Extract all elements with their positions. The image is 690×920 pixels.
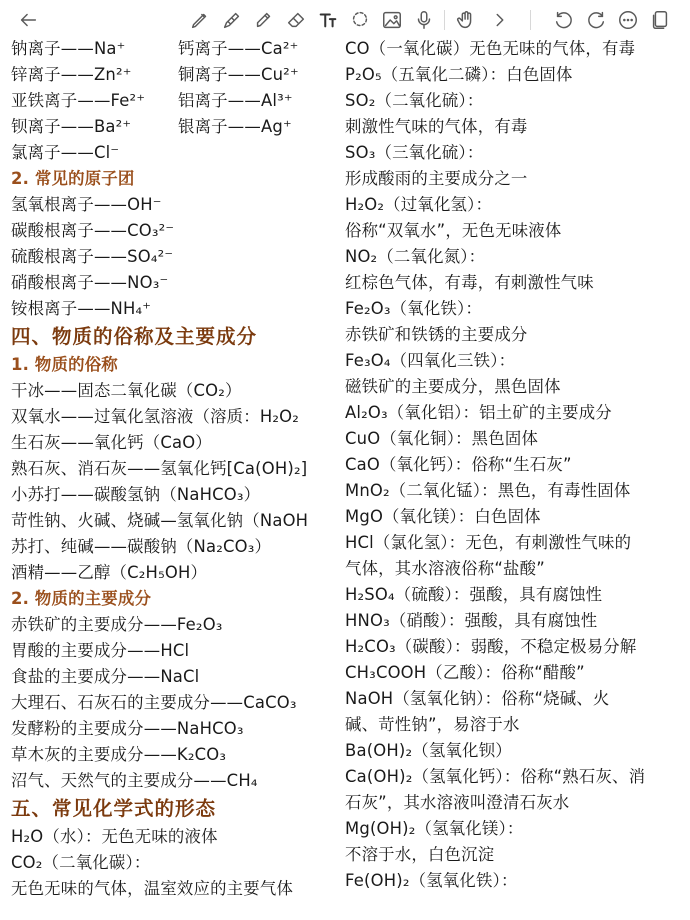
- hand-gesture-icon[interactable]: [454, 8, 478, 32]
- pages-icon[interactable]: [648, 8, 672, 32]
- formula-form-entry: 形成酸雨的主要成分之一: [345, 169, 528, 188]
- main-component-entry: 胃酸的主要成分——HCl: [11, 641, 190, 660]
- ion-pair-row: [11, 88, 341, 114]
- ion-entry: 铝离子——Al³⁺: [178, 91, 293, 110]
- formula-form-entry: Al₂O₃（氧化铝）：铝土矿的主要成分: [345, 403, 612, 422]
- ion-entry: 氯离子——Cl⁻: [11, 143, 120, 162]
- formula-form-entry: SO₂（二氧化硫）：: [345, 91, 484, 110]
- more-icon[interactable]: [616, 8, 640, 32]
- formula-form-entry: CH₃COOH（乙酸）：俗称“醋酸”: [345, 663, 585, 682]
- formula-form-entry: CuO（氧化铜）：黑色固体: [345, 429, 539, 448]
- main-component-entry: 食盐的主要成分——NaCl: [11, 667, 200, 686]
- subsection-heading: 1. 物质的俗称: [11, 355, 118, 374]
- formula-form-entry: H₂O（水）：无色无味的液体: [11, 827, 218, 846]
- common-name-entry: 干冰——固态二氧化碳（CO₂）: [11, 381, 242, 400]
- formula-form-entry: H₂CO₃（碳酸）：弱酸，不稳定极易分解: [345, 637, 637, 656]
- formula-form-entry: NO₂（二氧化氮）：: [345, 247, 486, 266]
- ion-entry: 锌离子——Zn²⁺: [11, 65, 132, 84]
- ion-entry: 亚铁离子——Fe²⁺: [11, 91, 146, 110]
- formula-form-entry: P₂O₅（五氧化二磷）：白色固体: [345, 65, 573, 84]
- formula-form-entry: MnO₂（二氧化锰）：黑色，有毒性固体: [345, 481, 631, 500]
- formula-form-entry: Ca(OH)₂（氢氧化钙）：俗称“熟石灰、消: [345, 767, 646, 786]
- ion-entry: 钙离子——Ca²⁺: [178, 39, 299, 58]
- formula-form-entry: SO₃（三氧化硫）：: [345, 143, 484, 162]
- formula-form-entry: 气体，其水溶液俗称“盐酸”: [345, 559, 545, 578]
- formula-form-entry: 碱、苛性钠”，易溶于水: [345, 715, 520, 734]
- radical-entry: 硫酸根离子——SO₄²⁻: [11, 247, 174, 266]
- formula-form-entry: Fe(OH)₂（氢氧化铁）：: [345, 871, 518, 890]
- formula-form-entry: CaO（氧化钙）：俗称“生石灰”: [345, 455, 572, 474]
- chevron-right-icon[interactable]: [488, 8, 512, 32]
- formula-form-entry: HCl（氯化氢）：无色，有刺激性气味的: [345, 533, 632, 552]
- microphone-icon[interactable]: [412, 8, 436, 32]
- formula-form-entry: Ba(OH)₂（氢氧化钡）: [345, 741, 512, 760]
- common-name-entry: 酒精——乙醇（C₂H₅OH）: [11, 563, 208, 582]
- toolbar-divider: [444, 10, 445, 30]
- radical-entry: 铵根离子——NH₄⁺: [11, 299, 152, 318]
- formula-form-entry: 刺激性气味的气体，有毒: [345, 117, 528, 136]
- formula-form-entry: 石灰”，其水溶液叫澄清石灰水: [345, 793, 570, 812]
- note-toolbar: [0, 0, 690, 40]
- ion-pair-row: [11, 36, 341, 62]
- radical-entry: 碳酸根离子——CO₃²⁻: [11, 221, 175, 240]
- formula-form-entry: HNO₃（硝酸）：强酸，具有腐蚀性: [345, 611, 598, 630]
- left-column: [11, 36, 341, 902]
- radical-entry: 硝酸根离子——NO₃⁻: [11, 273, 169, 292]
- main-component-entry: 发酵粉的主要成分——NaHCO₃: [11, 719, 244, 738]
- formula-form-entry: 俗称“双氧水”，无色无味液体: [345, 221, 562, 240]
- ion-entry: 铜离子——Cu²⁺: [178, 65, 299, 84]
- redo-icon[interactable]: [584, 8, 608, 32]
- pencil-icon[interactable]: [220, 8, 244, 32]
- eraser-icon[interactable]: [284, 8, 308, 32]
- formula-form-entry: 红棕色气体，有毒，有刺激性气味: [345, 273, 594, 292]
- common-name-entry: 小苏打——碳酸氢钠（NaHCO₃）: [11, 485, 261, 504]
- formula-form-entry: Fe₂O₃（氧化铁）：: [345, 299, 483, 318]
- common-name-entry: 苏打、纯碱——碳酸钠（Na₂CO₃）: [11, 537, 272, 556]
- highlighter-icon[interactable]: [252, 8, 276, 32]
- formula-form-entry: H₂SO₄（硫酸）：强酸，具有腐蚀性: [345, 585, 603, 604]
- main-component-entry: 草木灰的主要成分——K₂CO₃: [11, 745, 227, 764]
- radical-entry: 氢氧根离子——OH⁻: [11, 195, 162, 214]
- subsection-heading: 2. 常见的原子团: [11, 169, 135, 188]
- common-name-entry: 熟石灰、消石灰——氢氧化钙[Ca(OH)₂]: [11, 459, 308, 478]
- ion-entry: 银离子——Ag⁺: [178, 117, 292, 136]
- common-name-entry: 生石灰——氧化钙（CaO）: [11, 433, 212, 452]
- pen-icon[interactable]: [188, 8, 212, 32]
- ion-pair-row: [11, 62, 341, 88]
- ion-pair-row: [11, 114, 341, 140]
- formula-form-entry: NaOH（氢氧化钠）：俗称“烧碱、火: [345, 689, 610, 708]
- formula-form-entry: 赤铁矿和铁锈的主要成分: [345, 325, 528, 344]
- formula-form-entry: 磁铁矿的主要成分，黑色固体: [345, 377, 561, 396]
- ion-entry: 钡离子——Ba²⁺: [11, 117, 132, 136]
- formula-form-entry: MgO（氧化镁）：白色固体: [345, 507, 541, 526]
- right-column: [345, 36, 690, 894]
- main-component-entry: 沼气、天然气的主要成分——CH₄: [11, 771, 258, 790]
- formula-form-entry: CO₂（二氧化碳）：: [11, 853, 151, 872]
- common-name-entry: 苛性钠、火碱、烧碱—氢氧化钠（NaOH: [11, 511, 309, 530]
- text-tool-icon[interactable]: [316, 8, 340, 32]
- lasso-icon[interactable]: [348, 8, 372, 32]
- image-icon[interactable]: [380, 8, 404, 32]
- subsection-heading: 2. 物质的主要成分: [11, 589, 152, 608]
- main-component-entry: 赤铁矿的主要成分——Fe₂O₃: [11, 615, 223, 634]
- undo-icon[interactable]: [552, 8, 576, 32]
- toolbar-divider: [530, 10, 531, 30]
- formula-form-entry: Mg(OH)₂（氢氧化镁）：: [345, 819, 524, 838]
- back-arrow-icon[interactable]: [16, 8, 40, 32]
- ion-entry: 钠离子——Na⁺: [11, 39, 126, 58]
- formula-form-entry: H₂O₂（过氧化氢）：: [345, 195, 493, 214]
- section-heading: 四、物质的俗称及主要成分: [11, 325, 258, 348]
- formula-form-entry: 不溶于水，白色沉淀: [345, 845, 495, 864]
- formula-form-entry: 无色无味的气体，温室效应的主要气体: [11, 879, 294, 898]
- formula-form-entry: CO（一氧化碳）无色无味的气体，有毒: [345, 39, 636, 58]
- section-heading: 五、常见化学式的形态: [11, 797, 217, 820]
- formula-form-entry: Fe₃O₄（四氧化三铁）：: [345, 351, 516, 370]
- common-name-entry: 双氧水——过氧化氢溶液（溶质：H₂O₂: [11, 407, 300, 426]
- main-component-entry: 大理石、石灰石的主要成分——CaCO₃: [11, 693, 297, 712]
